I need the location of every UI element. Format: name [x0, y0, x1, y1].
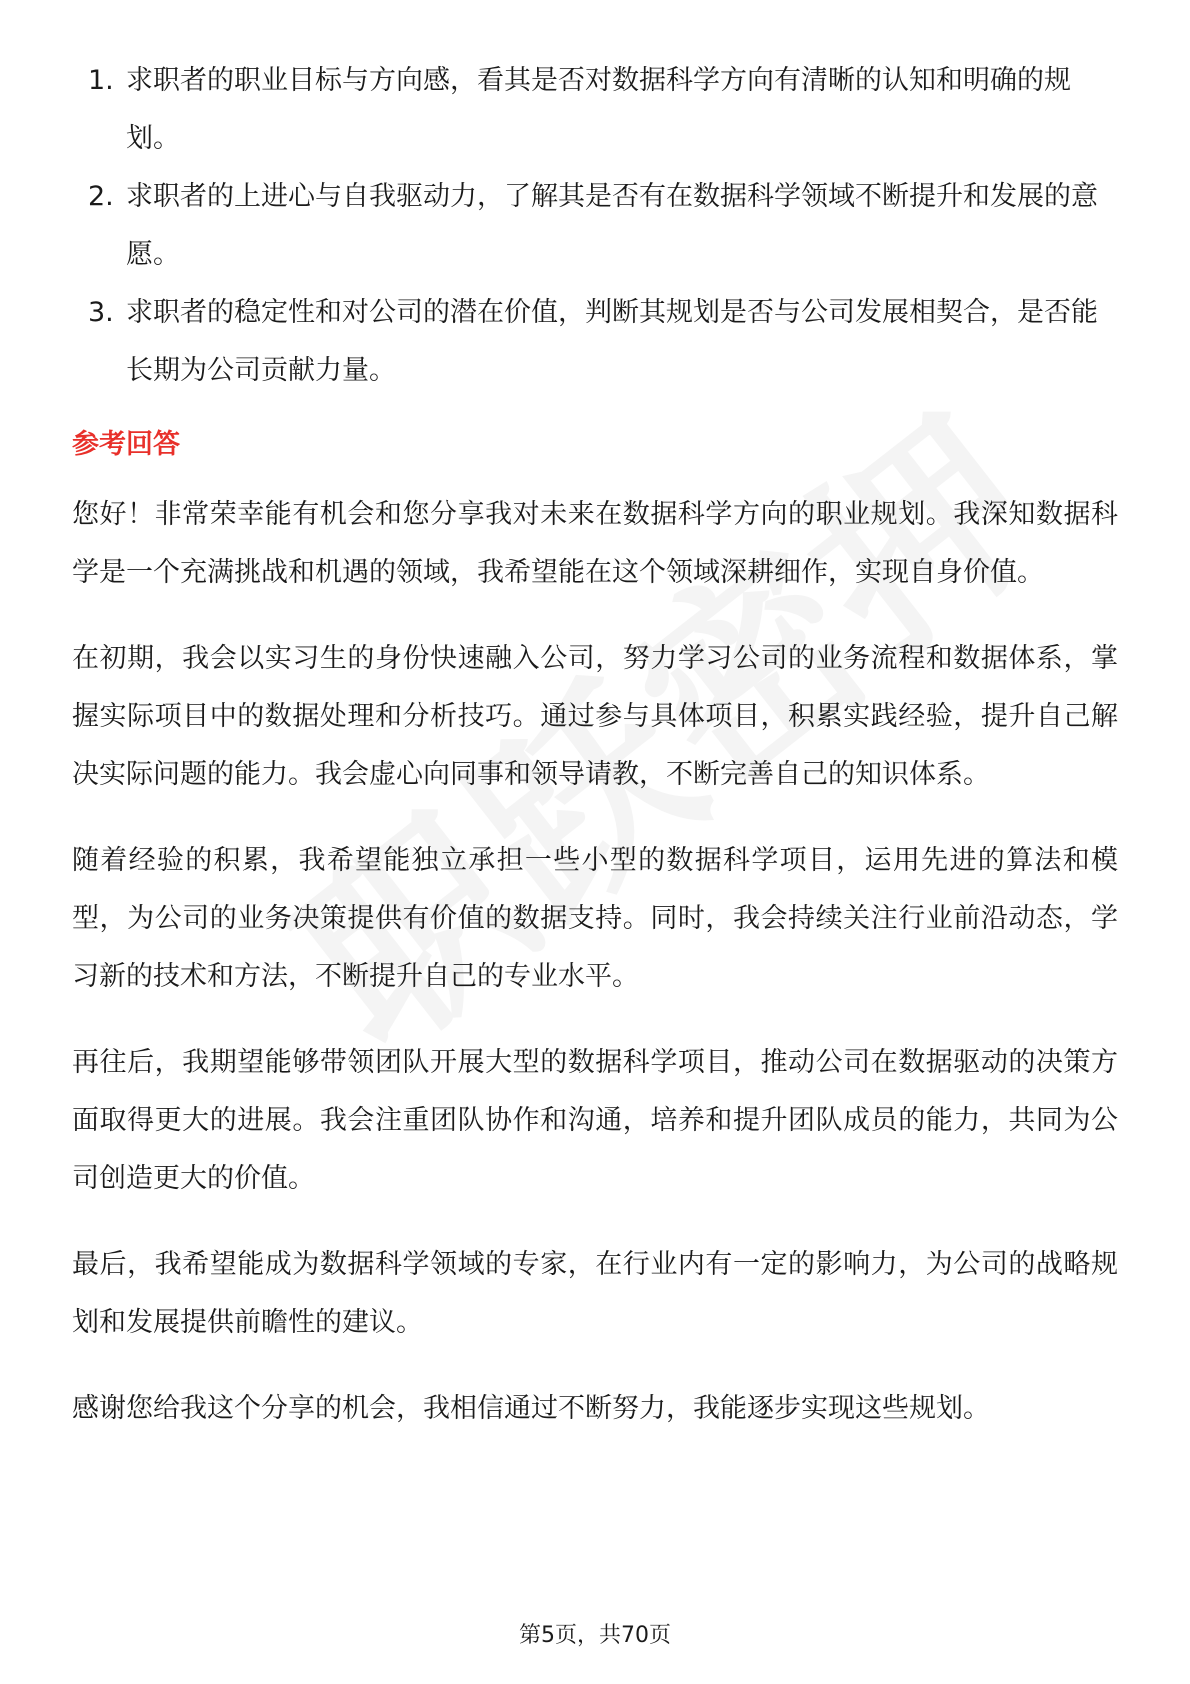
page-footer: 第5页，共70页	[519, 1623, 671, 1648]
paragraph: 随着经验的积累，我希望能独立承担一些小型的数据科学项目，运用先进的算法和模型，为公司的业务决策提供有价值的数据支持。同时，我会持续关注行业前沿动态，学习新的技术和方法，不断提升自己的专业水平。	[72, 845, 1118, 992]
question-list	[72, 52, 1118, 400]
list-text: 求职者的职业目标与方向感，看其是否对数据科学方向有清晰的认知和明确的规划。	[126, 65, 1071, 154]
list-text: 求职者的稳定性和对公司的潜在价值，判断其规划是否与公司发展相契合，是否能长期为公司贡献力量。	[126, 297, 1098, 386]
list-number: 1.	[88, 65, 114, 96]
answer-heading: 参考回答	[72, 429, 180, 460]
paragraph: 再往后，我期望能够带领团队开展大型的数据科学项目，推动公司在数据驱动的决策方面取得更大的进展。我会注重团队协作和沟通，培养和提升团队成员的能力，共同为公司创造更大的价值。	[72, 1047, 1118, 1194]
document-page	[72, 52, 1118, 1438]
list-item	[72, 284, 1118, 400]
list-text: 求职者的上进心与自我驱动力，了解其是否有在数据科学领域不断提升和发展的意愿。	[126, 181, 1098, 270]
paragraph: 最后，我希望能成为数据科学领域的专家，在行业内有一定的影响力，为公司的战略规划和发展提供前瞻性的建议。	[72, 1249, 1118, 1338]
paragraph: 在初期，我会以实习生的身份快速融入公司，努力学习公司的业务流程和数据体系，掌握实际项目中的数据处理和分析技巧。通过参与具体项目，积累实践经验，提升自己解决实际问题的能力。我会虚心向同事和领导请教，不断完善自己的知识体系。	[72, 643, 1118, 790]
paragraph: 感谢您给我这个分享的机会，我相信通过不断努力，我能逐步实现这些规划。	[72, 1393, 990, 1424]
list-number: 2.	[88, 181, 114, 212]
list-item	[72, 52, 1118, 168]
paragraph: 您好！非常荣幸能有机会和您分享我对未来在数据科学方向的职业规划。我深知数据科学是一个充满挑战和机遇的领域，我希望能在这个领域深耕细作，实现自身价值。	[72, 499, 1118, 588]
list-number: 3.	[88, 297, 114, 328]
list-item	[72, 168, 1118, 284]
